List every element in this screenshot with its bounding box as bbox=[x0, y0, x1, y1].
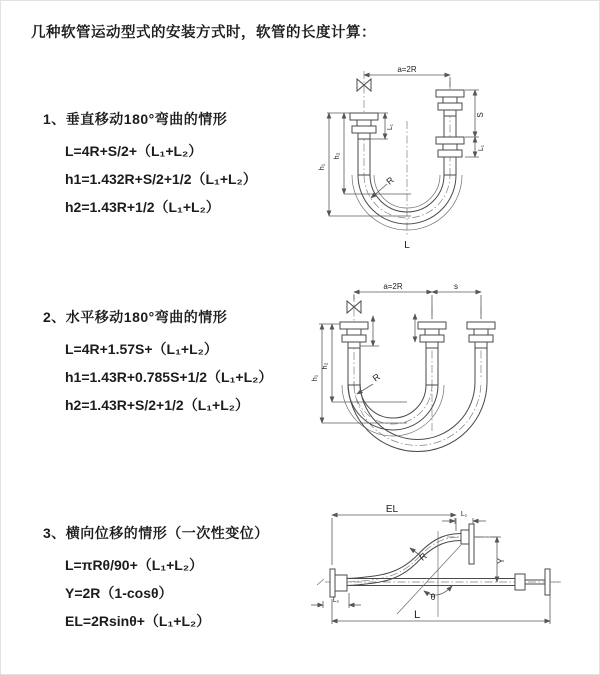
dim-label-l1-top: L₁ bbox=[460, 511, 468, 518]
dim-label-l: L bbox=[404, 240, 410, 251]
section-heading: 2、水平移动180°弯曲的情形 bbox=[43, 309, 228, 325]
formula-line: Y=2R（1-cosθ） bbox=[65, 585, 173, 601]
radius-label: R bbox=[370, 371, 382, 384]
diagram-lateral-displacement bbox=[297, 501, 593, 646]
formula-line: h1=1.43R+0.785S+1/2（L₁+L₂） bbox=[65, 369, 273, 385]
radius-label: R bbox=[417, 550, 429, 563]
dim-label-el: EL bbox=[385, 504, 399, 515]
u-bend-hose-original bbox=[342, 385, 444, 436]
centerline-tick bbox=[317, 579, 324, 585]
dim-label-h1: h₁ bbox=[317, 163, 326, 171]
dim-label-a2r: a=2R bbox=[397, 65, 417, 74]
s-curve-hose-displaced bbox=[347, 524, 481, 586]
dim-label-l1-right: L₁ bbox=[478, 144, 485, 152]
dimension-lines bbox=[319, 292, 481, 423]
formula-list bbox=[43, 335, 272, 419]
section-vertical-movement bbox=[43, 109, 257, 221]
dim-label-l1-left: L₁ bbox=[332, 597, 340, 604]
section-heading: 1、垂直移动180°弯曲的情形 bbox=[43, 111, 228, 127]
formula-line: h1=1.432R+S/2+1/2（L₁+L₂） bbox=[65, 171, 257, 187]
dim-label-l1-left: L₁ bbox=[387, 123, 394, 131]
dim-label-s: s bbox=[454, 282, 458, 291]
formula-line: h2=1.43R+S/2+1/2（L₁+L₂） bbox=[65, 397, 249, 413]
formula-line: EL=2Rsinθ+（L₁+L₂） bbox=[65, 613, 211, 629]
u-bend-hose-displaced bbox=[348, 382, 487, 452]
formula-list bbox=[43, 551, 269, 635]
diagram-horizontal-180-bend bbox=[309, 282, 593, 462]
dimension-lines bbox=[311, 515, 550, 624]
formula-line: h2=1.43R+1/2（L₁+L₂） bbox=[65, 199, 220, 215]
dim-label-a2r: a=2R bbox=[383, 282, 403, 291]
angle-label-theta: θ bbox=[430, 592, 436, 602]
dim-label-h1: h₁ bbox=[310, 374, 319, 382]
formula-line: L=4R+S/2+（L₁+L₂） bbox=[65, 143, 203, 159]
dim-label-h2: h₂ bbox=[320, 362, 329, 370]
section-horizontal-movement bbox=[43, 307, 272, 419]
section-lateral-displacement bbox=[43, 523, 269, 635]
radius-label: R bbox=[384, 174, 396, 187]
page-title: 几种软管运动型式的安装方式时，软管的长度计算： bbox=[31, 25, 376, 41]
left-flange-fitting bbox=[330, 569, 347, 597]
dim-label-s: S bbox=[476, 112, 485, 118]
dim-label-h2: h₂ bbox=[332, 152, 341, 160]
formula-line: L=πRθ/90+（L₁+L₂） bbox=[65, 557, 204, 573]
diagram-vertical-180-bend bbox=[307, 63, 589, 258]
formula-line: L=4R+1.57S+（L₁+L₂） bbox=[65, 341, 218, 357]
formula-list bbox=[43, 137, 257, 221]
dim-label-y: Y bbox=[496, 557, 506, 565]
dim-label-l: L bbox=[413, 609, 421, 621]
section-heading: 3、横向位移的情形（一次性变位） bbox=[43, 525, 269, 541]
